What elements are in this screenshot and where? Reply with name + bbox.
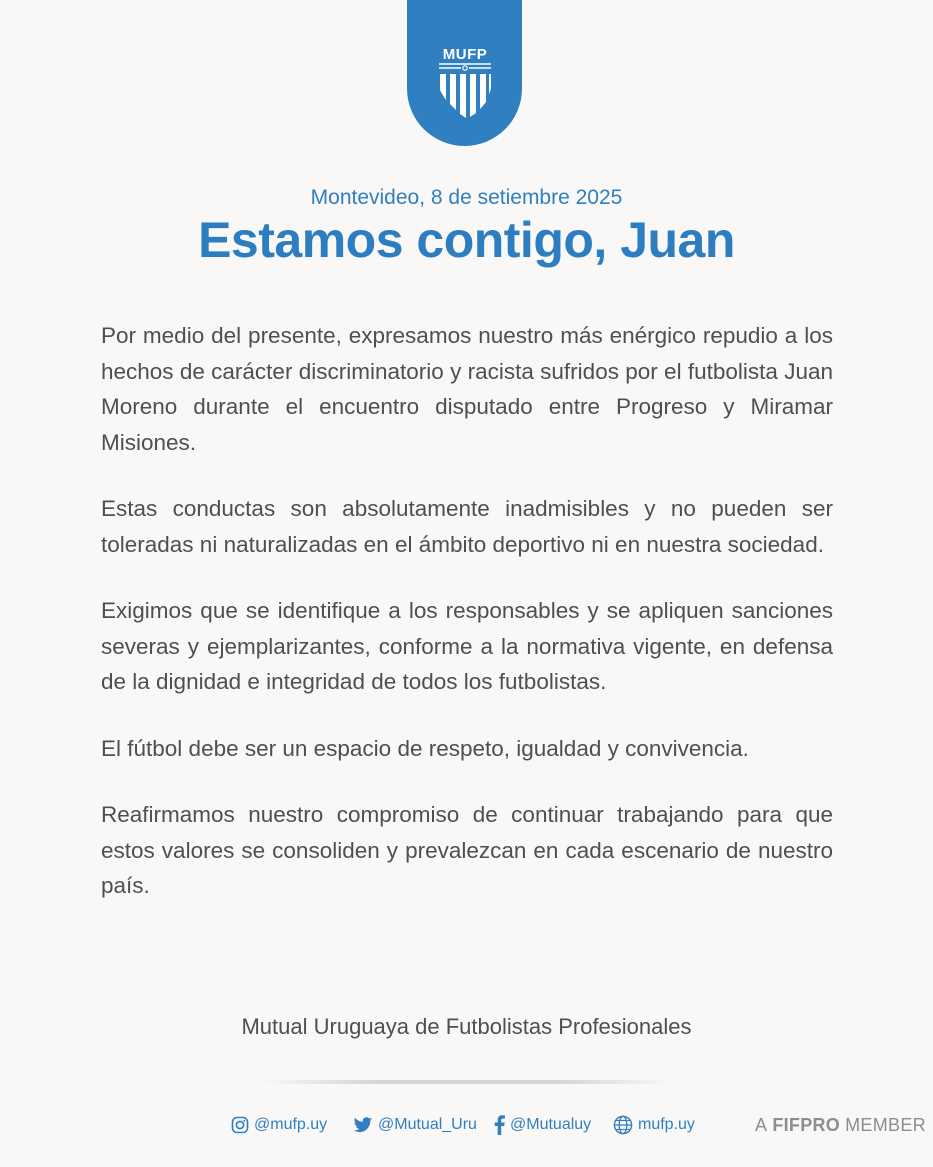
- divider: [262, 1080, 672, 1084]
- paragraph-1: Por medio del presente, expresamos nuestro más enérgico repudio a los hechos de carácter discriminatorio y racista sufridos por el futbolista Juan Moreno durante el encuentro disputado entre Progreso y Miramar Misiones.: [101, 323, 833, 455]
- twitter-handle: @Mutual_Uru: [378, 1116, 477, 1133]
- signature: Mutual Uruguaya de Futbolistas Profesionales: [241, 1014, 692, 1039]
- date-line: Montevideo, 8 de setiembre 2025: [310, 186, 623, 209]
- twitter-link[interactable]: [353, 1112, 477, 1138]
- website-link[interactable]: [613, 1112, 695, 1138]
- fifpro-member-badge: [755, 1112, 926, 1138]
- facebook-icon: [494, 1115, 505, 1135]
- statement-body: [101, 318, 833, 935]
- fifpro-suffix: MEMBER: [845, 1114, 926, 1135]
- facebook-link[interactable]: [494, 1112, 591, 1138]
- paragraph-5: Reafirmamos nuestro compromiso de continuar trabajando para que estos valores se consoliden y prevalezcan en cada escenario de nuestro país.: [101, 802, 833, 898]
- logo-text: MUFP: [442, 46, 488, 63]
- shield-stripes-icon: [437, 62, 493, 120]
- paragraph-3: Exigimos que se identifique a los responsables y se apliquen sanciones severas y ejemplarizantes, conforme a la normativa vigente, en defensa de la dignidad e integridad de todos los futbolistas.: [101, 598, 833, 694]
- twitter-bird-icon: [353, 1117, 373, 1134]
- instagram-handle: @mufp.uy: [254, 1116, 328, 1133]
- footer: [0, 1112, 933, 1138]
- mufp-logo: [437, 46, 493, 120]
- facebook-handle: @Mutualuy: [510, 1116, 592, 1133]
- paragraph-4: El fútbol debe ser un espacio de respeto, igualdad y convivencia.: [101, 735, 749, 761]
- instagram-link[interactable]: [231, 1112, 327, 1138]
- paragraph-2: Estas conductas son absolutamente inadmisibles y no pueden ser toleradas ni naturalizadas en el ámbito deportivo ni en nuestra sociedad.: [101, 496, 833, 557]
- instagram-icon: [231, 1116, 249, 1134]
- website-url: mufp.uy: [638, 1116, 695, 1133]
- page-title: Estamos contigo, Juan: [198, 212, 735, 268]
- fifpro-brand: FIFPRO: [772, 1114, 841, 1135]
- fifpro-prefix: A: [755, 1114, 768, 1135]
- globe-icon: [613, 1115, 633, 1135]
